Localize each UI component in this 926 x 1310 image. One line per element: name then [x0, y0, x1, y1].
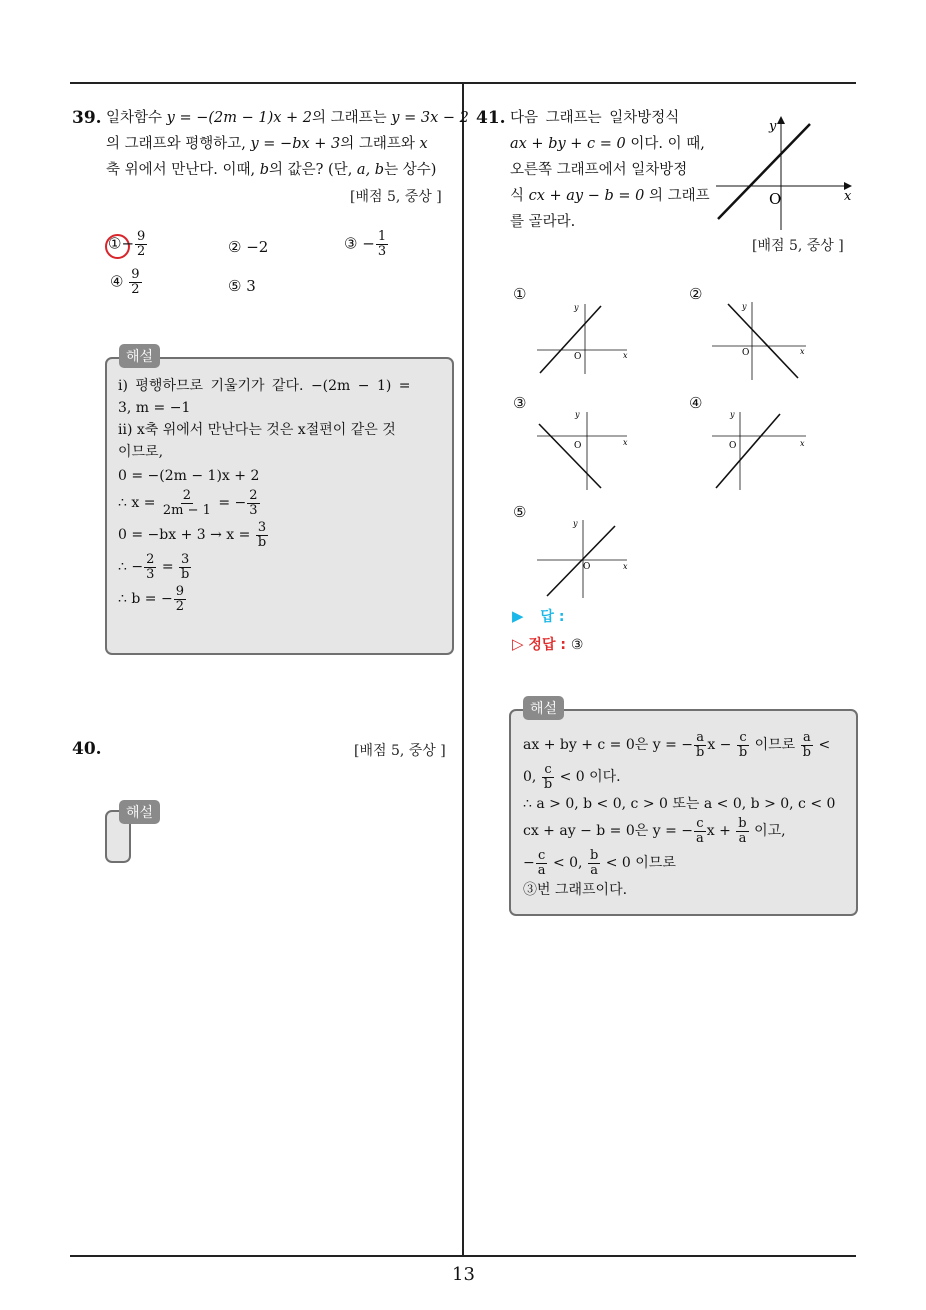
x-axis-label: x	[623, 351, 628, 360]
sol-text: 0,	[523, 769, 541, 785]
play-icon: ▶	[512, 607, 524, 625]
graph-line	[728, 304, 798, 378]
fraction	[247, 489, 259, 518]
answer-label: 답 :	[540, 609, 565, 625]
q41-text: 식	[510, 188, 529, 204]
y-axis-label: y	[730, 410, 735, 419]
q41-number: 41.	[476, 108, 506, 128]
q41-solution-tag: 해설	[523, 696, 564, 720]
sol-line: ⅰ) 평행하므로 기울기가 같다. −(2m − 1) =	[118, 378, 411, 394]
numerator: b	[589, 847, 599, 863]
x-axis-label: x	[800, 439, 805, 448]
fraction	[736, 817, 748, 846]
denominator: 3	[146, 566, 155, 582]
q41-math: cx + ay − b = 0	[528, 188, 645, 204]
sol-text: ∴ −	[118, 559, 144, 575]
denominator: 2	[175, 598, 184, 614]
denominator: 2m − 1	[162, 502, 211, 518]
bottom-rule	[70, 1255, 856, 1257]
q39-text: 의 값은? (단,	[269, 162, 357, 178]
correct-answer-row	[512, 634, 583, 654]
graph-line	[547, 526, 615, 596]
q41-option-5-mark[interactable]: ⑤	[513, 503, 527, 521]
denominator: a	[590, 862, 598, 878]
sol-text: < 0,	[548, 855, 587, 871]
denominator: b	[738, 744, 748, 760]
q39-score: [배점 5, 중상 ]	[350, 189, 442, 205]
denominator: b	[696, 744, 705, 760]
fraction	[737, 731, 749, 760]
sol-text: <	[814, 737, 831, 753]
origin-label: O	[583, 562, 591, 572]
q39-number: 39.	[72, 108, 102, 128]
y-axis-label: y	[574, 303, 579, 312]
sol-line	[523, 815, 835, 847]
sol-line: 3, m = −1	[118, 400, 191, 416]
q40-solution-tag: 해설	[119, 800, 160, 824]
origin-label: O	[574, 352, 582, 362]
sol-line	[118, 519, 411, 551]
q41-option-2-graph[interactable]	[710, 300, 810, 382]
choice-mark: ①	[108, 234, 122, 253]
denominator: 2	[131, 282, 140, 297]
fraction	[542, 763, 554, 792]
x-axis-label: x	[623, 562, 628, 571]
sol-line	[523, 761, 835, 793]
choice-value: 3	[246, 277, 256, 295]
q39-text: 일차함수	[106, 110, 167, 126]
q41-option-5-graph[interactable]	[535, 516, 631, 600]
choice-fraction	[135, 230, 147, 259]
q41-option-1-mark[interactable]: ①	[513, 285, 527, 303]
sol-text: x +	[706, 823, 736, 839]
sol-line	[118, 583, 411, 615]
fraction	[694, 817, 706, 846]
q41-text: 이다. 이 때,	[625, 136, 705, 152]
graph-line	[539, 424, 601, 488]
q39-math: y = −(2m − 1)x + 2	[166, 110, 313, 126]
q39-stem	[106, 105, 469, 183]
denominator: b	[181, 566, 190, 582]
choice-mark: ②	[228, 238, 242, 256]
column-divider	[462, 82, 464, 1256]
fraction	[256, 521, 268, 550]
q39-text: 의 그래프는	[312, 110, 392, 126]
sol-text: x −	[707, 737, 736, 753]
q41-text: 의 그래프	[644, 188, 710, 204]
q41-main-graph	[712, 112, 856, 237]
q41-option-4-mark[interactable]: ④	[689, 394, 703, 412]
y-axis-label: y	[575, 410, 580, 419]
origin-label: O	[769, 190, 782, 208]
q39-math: y = −bx + 3	[250, 136, 341, 152]
q39-math: x	[419, 136, 428, 152]
numerator: 9	[175, 583, 184, 599]
numerator: 9	[131, 267, 140, 282]
q39-choice-1[interactable]	[108, 230, 148, 259]
correct-value: ③	[570, 637, 584, 653]
x-axis-label: x	[844, 189, 852, 204]
fraction	[144, 553, 156, 582]
q41-option-4-graph[interactable]	[710, 408, 810, 492]
q41-text: 를 골라라.	[510, 214, 576, 230]
sol-line	[118, 487, 411, 519]
sol-text: = −	[213, 495, 247, 511]
denominator: 2	[137, 244, 146, 259]
denominator: b	[543, 776, 553, 792]
choice-fraction	[129, 268, 141, 297]
denominator: a	[696, 830, 704, 846]
denominator: 3	[249, 502, 258, 518]
numerator: a	[696, 729, 705, 745]
q39-choice-2[interactable]	[228, 238, 268, 256]
x-axis-label: x	[623, 438, 628, 447]
x-axis-label: x	[800, 347, 805, 356]
y-axis-label: y	[769, 119, 777, 134]
q39-math: y = 3x − 2	[391, 110, 469, 126]
q39-math: a, b	[356, 162, 385, 178]
numerator: 2	[146, 551, 155, 567]
sol-line: ∴ a > 0, b < 0, c > 0 또는 a < 0, b > 0, c < 0	[523, 796, 836, 812]
numerator: c	[739, 729, 747, 745]
sol-text: ax + by + c = 0은 y = −	[523, 737, 693, 753]
origin-label: O	[729, 441, 737, 451]
y-axis-label: y	[573, 519, 578, 528]
sol-text: ∴ b = −	[118, 591, 173, 607]
denominator: b	[802, 744, 811, 760]
numerator: b	[738, 815, 747, 831]
q39-solution-tag: 해설	[119, 344, 160, 368]
sol-line: ⅱ) x축 위에서 만난다는 것은 x절편이 같은 것	[118, 422, 396, 438]
fraction	[694, 731, 706, 760]
outline-play-icon: ▷	[512, 635, 524, 653]
choice-fraction	[376, 230, 388, 259]
fraction	[179, 553, 191, 582]
q39-text: 축 위에서 만난다. 이때,	[106, 162, 260, 178]
q40-number: 40.	[72, 739, 102, 759]
denominator: a	[537, 862, 546, 878]
fraction	[801, 731, 813, 760]
q39-solution-box	[105, 357, 454, 655]
sol-text: 이고,	[749, 823, 786, 839]
sol-text: < 0 이다.	[555, 769, 621, 785]
q41-option-1-graph[interactable]	[535, 300, 631, 376]
page-number: 13	[452, 1264, 475, 1285]
y-axis-label: y	[742, 302, 747, 311]
correct-label: 정답 :	[528, 637, 566, 653]
sol-line: 이므로,	[118, 444, 164, 460]
fraction	[161, 489, 213, 518]
sol-text: cx + ay − b = 0은 y = −	[523, 823, 693, 839]
fraction	[588, 849, 600, 878]
fraction	[174, 585, 186, 614]
q41-score: [배점 5, 중상 ]	[752, 238, 844, 254]
choice-mark: ④	[110, 272, 124, 291]
q39-text: 는 상수)	[384, 162, 437, 178]
choice-mark: ⑤	[228, 277, 242, 295]
numerator: 3	[181, 551, 190, 567]
sol-text: =	[157, 559, 179, 575]
q39-text: 의 그래프와	[340, 136, 420, 152]
graph-line	[540, 306, 601, 373]
choice-mark: ③	[344, 234, 358, 253]
sol-line	[523, 729, 835, 761]
sol-text: < 0 이므로	[601, 855, 676, 871]
q39-text: 의 그래프와 평행하고,	[106, 136, 251, 152]
q39-choice-4[interactable]	[110, 268, 143, 297]
sol-text: 0 = −bx + 3 → x =	[118, 527, 255, 543]
graph-line	[716, 414, 780, 488]
q41-text: 오른쪽 그래프에서 일차방정	[510, 162, 688, 178]
sol-line: ③번 그래프이다.	[523, 882, 628, 898]
numerator: 2	[182, 487, 192, 503]
numerator: a	[802, 729, 811, 745]
numerator: c	[537, 847, 546, 863]
q41-math: ax + by + c = 0	[510, 136, 626, 152]
numerator: 9	[137, 229, 146, 244]
answer-row	[512, 606, 564, 626]
q39-choice-5[interactable]	[228, 277, 256, 295]
origin-label: O	[742, 348, 750, 358]
numerator: 2	[249, 487, 258, 503]
sol-text: ∴ x =	[118, 495, 160, 511]
q41-stem	[510, 105, 710, 235]
origin-label: O	[574, 441, 582, 451]
denominator: 3	[377, 244, 387, 259]
numerator: 1	[377, 229, 387, 244]
q39-math: b	[259, 162, 270, 178]
q41-solution-box	[509, 709, 858, 916]
numerator: c	[696, 815, 704, 831]
q40-score: [배점 5, 중상 ]	[354, 743, 446, 759]
sol-text: −	[523, 855, 535, 871]
denominator: a	[738, 830, 747, 846]
q39-choice-3[interactable]	[344, 230, 389, 259]
q41-text: 다음 그래프는 일차방정식	[510, 110, 680, 126]
q41-option-3-mark[interactable]: ③	[513, 394, 527, 412]
sol-line	[523, 847, 835, 879]
choice-sign: −	[121, 234, 135, 253]
numerator: c	[544, 761, 552, 777]
numerator: 3	[257, 519, 267, 535]
choice-sign: −	[362, 234, 375, 253]
denominator: b	[257, 534, 267, 550]
sol-line	[118, 551, 411, 583]
fraction	[536, 849, 548, 878]
graph-line	[718, 124, 810, 219]
sol-text: 이므로	[750, 737, 800, 753]
choice-value: −2	[246, 238, 269, 256]
sol-line: 0 = −(2m − 1)x + 2	[118, 468, 260, 484]
q41-option-3-graph[interactable]	[535, 408, 631, 492]
q41-option-2-mark[interactable]: ②	[689, 285, 703, 303]
